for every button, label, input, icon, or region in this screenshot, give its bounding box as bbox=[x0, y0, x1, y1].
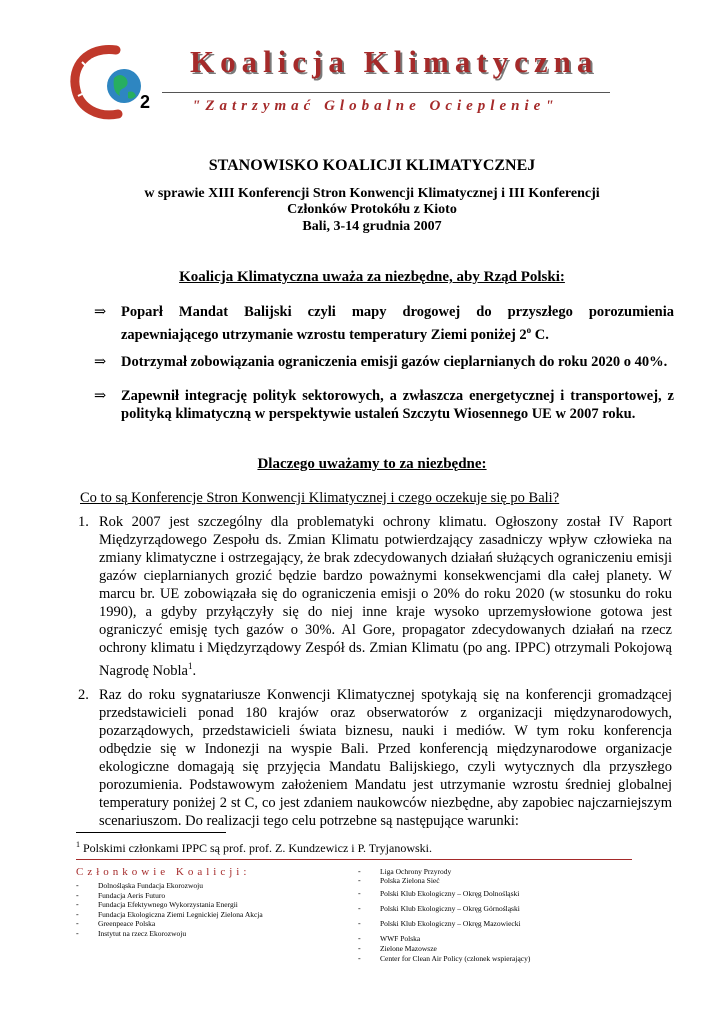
document-subtitle-line3: Bali, 3-14 grudnia 2007 bbox=[302, 219, 442, 234]
demand-text: Zapewnił integrację polityk sektorowych, a zwłaszcza energetycznej i transportowej, z polityką klimatyczną w perspektywie ustaleń Szczytu Wiosennego UE w 2007 roku. bbox=[121, 388, 674, 422]
footnote-divider bbox=[76, 832, 226, 833]
numbered-paragraph bbox=[78, 513, 672, 680]
header-divider bbox=[162, 92, 610, 93]
member-item: - Instytut na rzecz Ekorozwoju bbox=[76, 929, 263, 939]
paragraph-text: Rok 2007 jest szczególny dla problematyki ochrony klimatu. Ogłoszony został IV Raport Międzyrządowego Zespołu ds. Zmian Klimatu potwierdzający zasadniczy wpływ człowieka na zmiany klimatyczne i ostrzegający, że brak zdecydowanych działań służących ograniczeniu emisji gazów cieplarnianych grozić będzie bardzo poważnymi konsekwencjami dla całej planety. W marcu br. UE zobowiązała się do ograniczenia emisji o 20% do roku 2020 (w stosunku do roku 1990), a gdyby przyłączyły się do niej inne kraje wysoko uprzemysłowione gotowa jest ograniczyć emisję tych gazów o 30%. Al Gore, propagator zdecydowanych działań na rzecz ochrony klimatu i Międzyrządowy Zespół ds. Zmian Klimatu (po ang. IPPC) otrzymali Pokojową Nagrodę Nobla$^1$. bbox=[99, 514, 672, 679]
member-item: - Polska Zielona Sieć bbox=[358, 876, 530, 889]
demand-item bbox=[94, 303, 674, 344]
member-item: - Zielone Mazowsze bbox=[358, 944, 530, 954]
member-item: - Liga Ochrony Przyrody bbox=[358, 867, 530, 876]
member-item: - Dolnośląska Fundacja Ekorozwoju bbox=[76, 881, 263, 891]
members-title: Członkowie Koalicji: bbox=[76, 866, 251, 878]
climate-coalition-logo-icon bbox=[68, 42, 156, 122]
reasons-heading: Dlaczego uważamy to za niezbędne: bbox=[257, 456, 487, 472]
numbered-paragraph bbox=[78, 686, 672, 830]
demands-heading: Koalicja Klimatyczna uważa za niezbędne, aby Rząd Polski: bbox=[179, 269, 565, 285]
member-item: - WWF Polska bbox=[358, 934, 530, 944]
paragraph-number: 2. bbox=[78, 687, 89, 703]
document-subtitle-line1: w sprawie XIII Konferencji Stron Konwencji Klimatycznej i III Konferencji bbox=[144, 186, 600, 201]
member-item: - Center for Clean Air Policy (członek wspierający) bbox=[358, 954, 530, 964]
member-item: - Greenpeace Polska bbox=[76, 919, 263, 929]
member-item: - Polski Klub Ekologiczny – Okręg Dolnośląski bbox=[358, 889, 530, 904]
demand-text: Poparł Mandat Balijski czyli mapy drogowej do przyszłego porozumienia zapewniającego utrzymanie wzrostu temperatury Ziemi poniżej 2$^o$ C. bbox=[121, 304, 674, 343]
footnote: $^1$ Polskimi członkami IPPC są prof. prof. Z. Kundzewicz i P. Tryjanowski. bbox=[76, 840, 432, 855]
section-question: Co to są Konferencje Stron Konwencji Klimatycznej i czego oczekuje się po Bali? bbox=[80, 490, 560, 506]
demand-text: Dotrzymał zobowiązania ograniczenia emisji gazów cieplarnianych do roku 2020 o 40%. bbox=[121, 354, 668, 370]
demand-item bbox=[94, 387, 674, 423]
arrow-right-icon: ⇒ bbox=[94, 304, 107, 320]
slogan: "Zatrzymać Globalne Ocieplenie" bbox=[192, 98, 559, 114]
member-item: - Polski Klub Ekologiczny – Okręg Mazowiecki bbox=[358, 919, 530, 934]
member-item: - Fundacja Aeris Futuro bbox=[76, 891, 263, 901]
footnote-ref: 1 bbox=[187, 661, 193, 671]
members-list-left bbox=[76, 881, 263, 938]
organization-name: Koalicja Klimatyczna bbox=[190, 44, 599, 79]
arrow-right-icon: ⇒ bbox=[94, 388, 107, 404]
paragraph-number: 1. bbox=[78, 514, 89, 530]
document-title: STANOWISKO KOALICJI KLIMATYCZNEJ bbox=[208, 157, 536, 174]
members-list-right bbox=[358, 867, 530, 964]
member-item: - Fundacja Ekologiczna Ziemi Legnickiej Zielona Akcja bbox=[76, 910, 263, 920]
demand-item bbox=[94, 353, 674, 371]
arrow-right-icon: ⇒ bbox=[94, 354, 107, 370]
document-subtitle-line2: Członków Protokółu z Kioto bbox=[287, 202, 457, 217]
member-item: - Fundacja Efektywnego Wykorzystania Energii bbox=[76, 900, 263, 910]
members-divider bbox=[76, 859, 632, 860]
member-item: - Polski Klub Ekologiczny – Okręg Górnośląski bbox=[358, 904, 530, 919]
paragraph-text: Raz do roku sygnatariusze Konwencji Klimatycznej spotykają się na konferencji gromadzącej przedstawicieli ponad 180 krajów oraz obserwatorów z organizacji międzynarodowych, pozarządowych, przedstawicieli świata biznesu, nauki i mediów. W tym roku konferencja odbędzie się w Indonezji na wyspie Bali. Przed konferencją międzynarodowe organizacje ekologiczne domagają się przyjęcia Mandatu Balijskiego, czyli wytycznych dla przyszłego porozumienia. Podstawowym założeniem Mandatu jest utrzymanie wzrostu średniej globalnej temperatury poniżej 2 st C, co jest zdaniem naukowców niezbędne, aby zapobiec najczarniejszym scenariuszom. Do realizacji tego celu potrzebne są następujące warunki: bbox=[99, 687, 672, 829]
svg-text:2: 2 bbox=[140, 92, 151, 112]
